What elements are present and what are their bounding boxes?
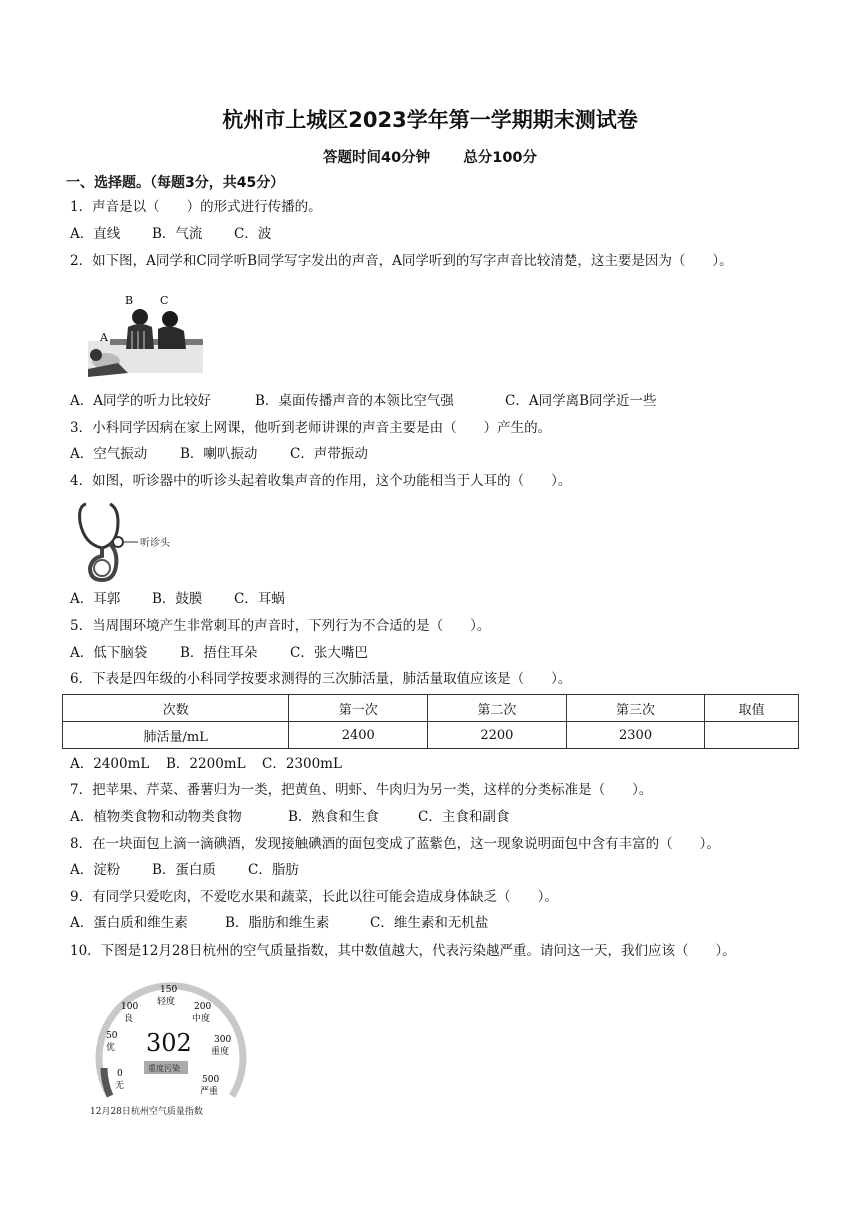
- tick-150-num: 150: [160, 985, 178, 995]
- option-b: B．2200mL: [166, 756, 246, 772]
- option-a: A．A同学的听力比较好: [70, 393, 211, 409]
- aqi-value: 302: [146, 1029, 192, 1057]
- table-header-cell: 取值: [705, 695, 799, 722]
- option-b: B．熟食和生食: [288, 809, 379, 825]
- option-b: B．桌面传播声音的本领比空气强: [255, 393, 454, 409]
- tick-150-word: 轻度: [157, 997, 176, 1007]
- options-3: [70, 445, 368, 463]
- tick-100-word: 良: [124, 1014, 134, 1024]
- tick-300-word: 重度: [211, 1047, 230, 1057]
- label-c: C: [160, 294, 169, 307]
- question-1: 1．声音是以（ ）的形式进行传播的。: [70, 199, 322, 215]
- question-4: 4．如图，听诊器中的听诊头起着收集声音的作用，这个功能相当于人耳的（ ）。: [70, 473, 572, 489]
- tick-200-word: 中度: [192, 1014, 211, 1024]
- option-b: B．脂肪和维生素: [225, 915, 330, 931]
- options-1: [70, 225, 271, 243]
- table-header-cell: 次数: [63, 695, 289, 722]
- section-heading: 一、选择题。（每题3分，共45分）: [66, 175, 285, 191]
- figure-q4-stethoscope: [74, 500, 194, 584]
- label-b: B: [125, 294, 134, 307]
- label-chestpiece: 听诊头: [140, 538, 170, 549]
- option-c: C．维生素和无机盐: [370, 915, 489, 931]
- option-b: B．捂住耳朵: [180, 645, 258, 661]
- option-a: A．植物类食物和动物类食物: [70, 809, 242, 825]
- tick-500-num: 500: [202, 1075, 220, 1085]
- options-7: [70, 808, 509, 826]
- options-4: [70, 590, 285, 608]
- option-c: C．A同学离B同学近一些: [505, 393, 657, 409]
- options-2: [70, 392, 657, 410]
- table-cell: 2400: [289, 722, 428, 749]
- option-a: A．低下脑袋: [70, 645, 148, 661]
- tick-500-word: 严重: [200, 1087, 219, 1097]
- option-a: A．蛋白质和维生素: [70, 915, 188, 931]
- figure-q2-students: [88, 291, 203, 379]
- table-header-row: [63, 695, 799, 722]
- aqi-caption: 12月28日杭州空气质量指数: [90, 1107, 203, 1117]
- option-a: A．直线: [70, 226, 121, 242]
- options-8: [70, 861, 299, 879]
- option-c: C．波: [234, 226, 272, 242]
- options-9: [70, 914, 488, 932]
- tick-100-num: 100: [121, 1002, 139, 1012]
- option-b: B．蛋白质: [152, 862, 216, 878]
- table-header-cell: 第一次: [289, 695, 428, 722]
- option-c: C．声带振动: [290, 446, 368, 462]
- option-c: C．2300mL: [262, 756, 342, 772]
- tick-0-word: 无: [115, 1081, 125, 1091]
- option-a: A．耳郭: [70, 591, 121, 607]
- table-cell: 2300: [566, 722, 705, 749]
- aqi-level-badge: 重度污染: [148, 1064, 180, 1073]
- question-3: 3．小科同学因病在家上网课，他听到老师讲课的声音主要是由（ ）产生的。: [70, 420, 552, 436]
- tick-50-word: 优: [106, 1043, 116, 1053]
- question-8: 8．在一块面包上滴一滴碘酒，发现接触碘酒的面包变成了蓝紫色，这一现象说明面包中含有丰富的（ ）。: [70, 836, 720, 852]
- option-c: C．耳蜗: [234, 591, 285, 607]
- question-7: 7．把苹果、芹菜、番薯归为一类，把黄鱼、明虾、牛肉归为另一类，这样的分类标准是（ ）。: [70, 782, 653, 798]
- option-a: A．空气振动: [70, 446, 148, 462]
- tick-0-num: 0: [117, 1069, 123, 1079]
- table-cell: 2200: [428, 722, 567, 749]
- table-row: [63, 722, 799, 749]
- table-cell: 肺活量/mL: [63, 722, 289, 749]
- options-6: [70, 755, 342, 773]
- exam-subtitle: [0, 146, 860, 167]
- option-a: A．2400mL: [70, 756, 150, 772]
- options-5: [70, 644, 368, 662]
- total-score: 总分100分: [463, 150, 538, 166]
- lung-capacity-table: [62, 694, 799, 749]
- tick-50-num: 50: [106, 1031, 118, 1041]
- tick-300-num: 300: [214, 1035, 232, 1045]
- option-a: A．淀粉: [70, 862, 121, 878]
- option-b: B．气流: [152, 226, 203, 242]
- option-c: C．主食和副食: [418, 809, 510, 825]
- option-c: C．脂肪: [248, 862, 299, 878]
- table-cell: [705, 722, 799, 749]
- label-a: A: [100, 331, 108, 344]
- figure-q10-aqi-gauge: [86, 978, 256, 1118]
- table-header-cell: 第二次: [428, 695, 567, 722]
- question-2: 2．如下图，A同学和C同学听B同学写字发出的声音，A同学听到的写字声音比较清楚，这主要是因为（ ）。: [70, 253, 733, 269]
- table-header-cell: 第三次: [566, 695, 705, 722]
- tick-200-num: 200: [194, 1002, 212, 1012]
- question-6: 6．下表是四年级的小科同学按要求测得的三次肺活量，肺活量取值应该是（ ）。: [70, 671, 572, 687]
- answer-time: 答题时间40分钟: [322, 150, 431, 166]
- question-10: 10．下图是12月28日杭州的空气质量指数，其中数值越大，代表污染越严重。请问这一天，我们应该（ ）。: [70, 943, 736, 959]
- option-c: C．张大嘴巴: [290, 645, 368, 661]
- option-b: B．喇叭振动: [180, 446, 258, 462]
- question-5: 5．当周围环境产生非常刺耳的声音时，下列行为不合适的是（ ）。: [70, 618, 491, 634]
- exam-title: 杭州市上城区2023学年第一学期期末测试卷: [222, 108, 638, 132]
- option-b: B．鼓膜: [152, 591, 203, 607]
- question-9: 9．有同学只爱吃肉，不爱吃水果和蔬菜，长此以往可能会造成身体缺乏（ ）。: [70, 889, 558, 905]
